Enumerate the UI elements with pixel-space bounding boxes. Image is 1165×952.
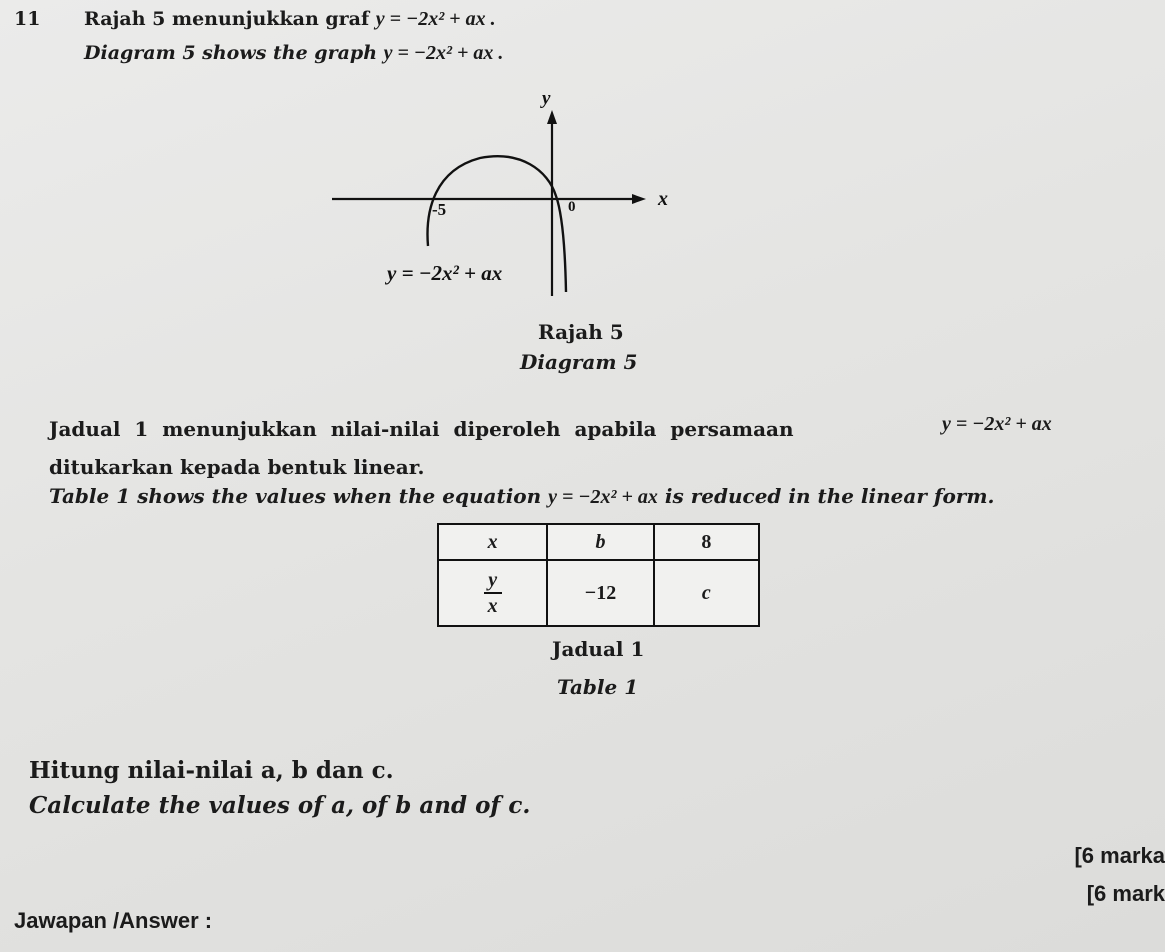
tick-label-neg5: -5 [432,200,447,219]
y-axis-label: y [542,88,551,109]
table-row-y-over-x [438,560,759,626]
table-cell-8: 8 [654,524,759,560]
x-axis-label: x [658,188,668,210]
fraction-numerator: y [484,568,502,594]
x-axis-arrow [632,194,646,204]
table-cell-b: b [547,524,653,560]
marks-malay: [6 marka [1074,843,1165,868]
table-caption-english: Table 1 [557,675,639,699]
paragraph-english-part1: Table 1 shows the values when the equation [49,484,542,508]
table-row-x [438,524,759,560]
fraction-denominator: x [487,595,498,617]
values-table [437,523,760,627]
paragraph-english-part2: is reduced in the linear form. [664,484,995,508]
intro-malay [84,8,496,31]
tick-label-origin: 0 [568,199,576,215]
task-malay: Hitung nilai-nilai a, b dan c. [29,757,394,784]
answer-label: Jawapan /Answer : [14,908,213,933]
intro-english [84,42,503,65]
paragraph-malay-line2: ditukarkan kepada bentuk linear. [49,455,425,479]
intro-malay-equation: y = −2x² + ax . [375,8,496,30]
diagram-graph [320,85,700,305]
table-header-x: x [438,524,547,560]
paragraph-english-equation: y = −2x² + ax [548,486,658,508]
intro-english-text: Diagram 5 shows the graph [84,42,378,64]
intro-malay-text: Rajah 5 menunjukkan graf [84,8,370,30]
paragraph-english [49,484,994,509]
fraction-y-over-x [484,568,502,618]
intro-english-equation: y = −2x² + ax . [383,42,504,64]
paragraph-malay-line1 [49,413,1119,441]
table-cell-minus12: −12 [547,560,653,626]
task-english: Calculate the values of a, of b and of c. [29,792,531,819]
diagram-caption-malay: Rajah 5 [538,320,624,344]
marks-english: [6 mark [1086,881,1165,906]
y-axis-arrow [547,110,557,124]
curve-equation-label: y = −2x² + ax [387,261,503,285]
table-header-y-over-x [438,560,547,626]
table-caption-malay: Jadual 1 [552,637,645,661]
question-number: 11 [14,8,41,30]
diagram-caption-english: Diagram 5 [520,350,638,374]
table-cell-c: c [654,560,759,626]
paragraph-equation: y = −2x² + ax [942,413,1052,435]
paragraph-malay-text: Jadual 1 menunjukkan nilai-nilai diperoleh apabila persamaan [49,417,794,441]
